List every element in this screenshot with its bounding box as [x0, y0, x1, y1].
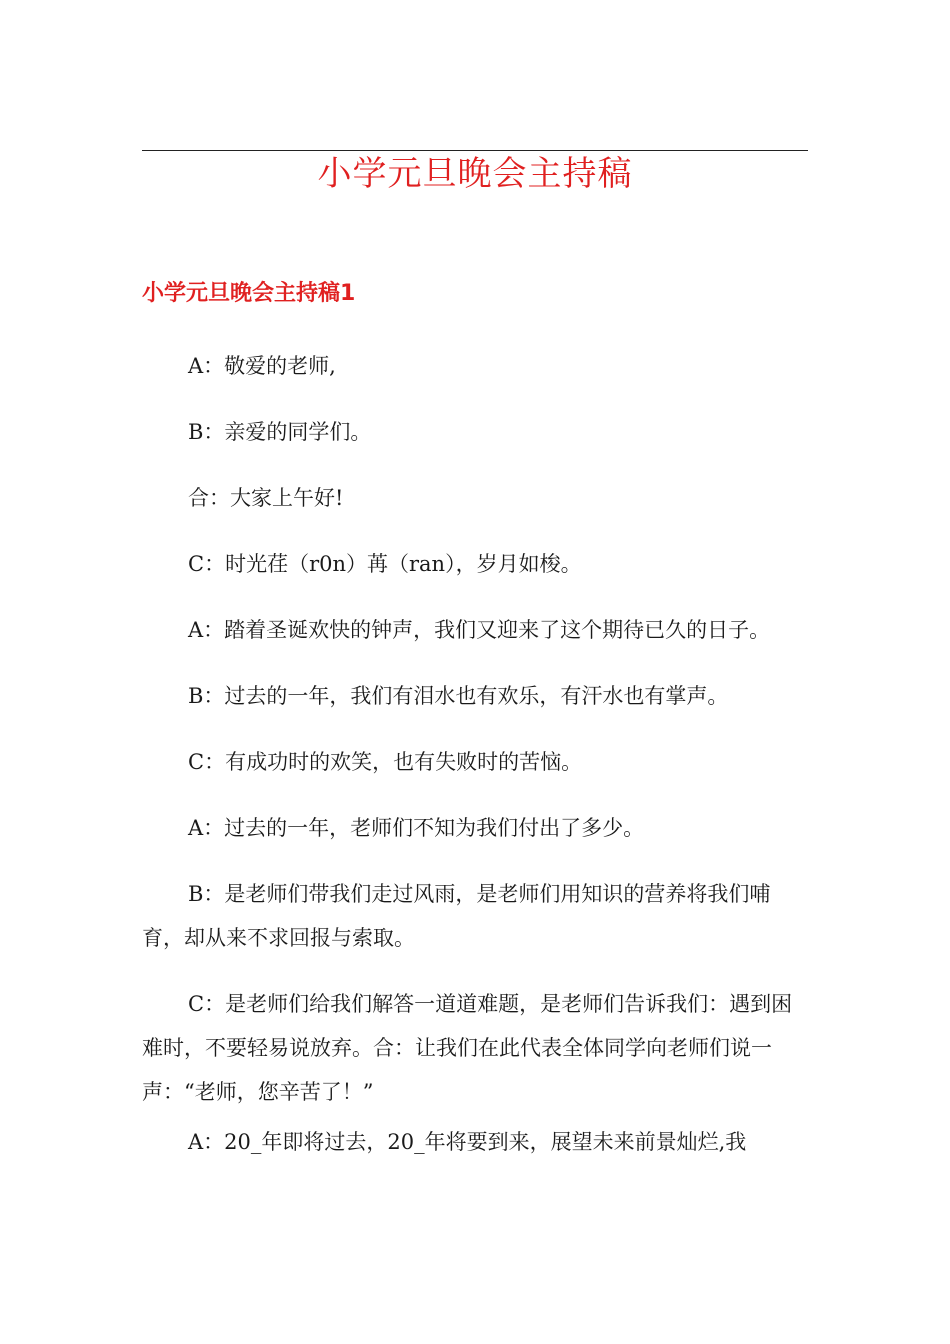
- paragraph: A：过去的一年，老师们不知为我们付出了多少。: [188, 816, 645, 840]
- section-heading: 小学元旦晚会主持稿1: [142, 281, 356, 306]
- paragraph: C：时光荏（r0n）苒（ran），岁月如梭。: [188, 552, 582, 576]
- paragraph: A：踏着圣诞欢快的钟声，我们又迎来了这个期待已久的日子。: [188, 618, 771, 642]
- paragraph: A：20_年即将过去，20_年将要到来，展望未来前景灿烂,我: [188, 1130, 747, 1154]
- document-title: 小学元旦晚会主持稿: [317, 154, 633, 194]
- paragraph: A：敬爱的老师,: [188, 354, 336, 378]
- paragraph: B：亲爱的同学们。: [188, 420, 372, 444]
- paragraph: B：是老师们带我们走过风雨，是老师们用知识的营养将我们哺育，却从来不求回报与索取。: [142, 882, 771, 950]
- document-body: [142, 344, 808, 1186]
- paragraph: C：是老师们给我们解答一道道难题，是老师们告诉我们：遇到困难时，不要轻易说放弃。合：让我们在此代表全体同学向老师们说一声：“老师，您辛苦了！”: [142, 992, 793, 1104]
- paragraph: 合：大家上午好!: [188, 486, 344, 510]
- paragraph: B：过去的一年，我们有泪水也有欢乐，有汗水也有掌声。: [188, 684, 729, 708]
- paragraph: C：有成功时的欢笑，也有失败时的苦恼。: [188, 750, 583, 774]
